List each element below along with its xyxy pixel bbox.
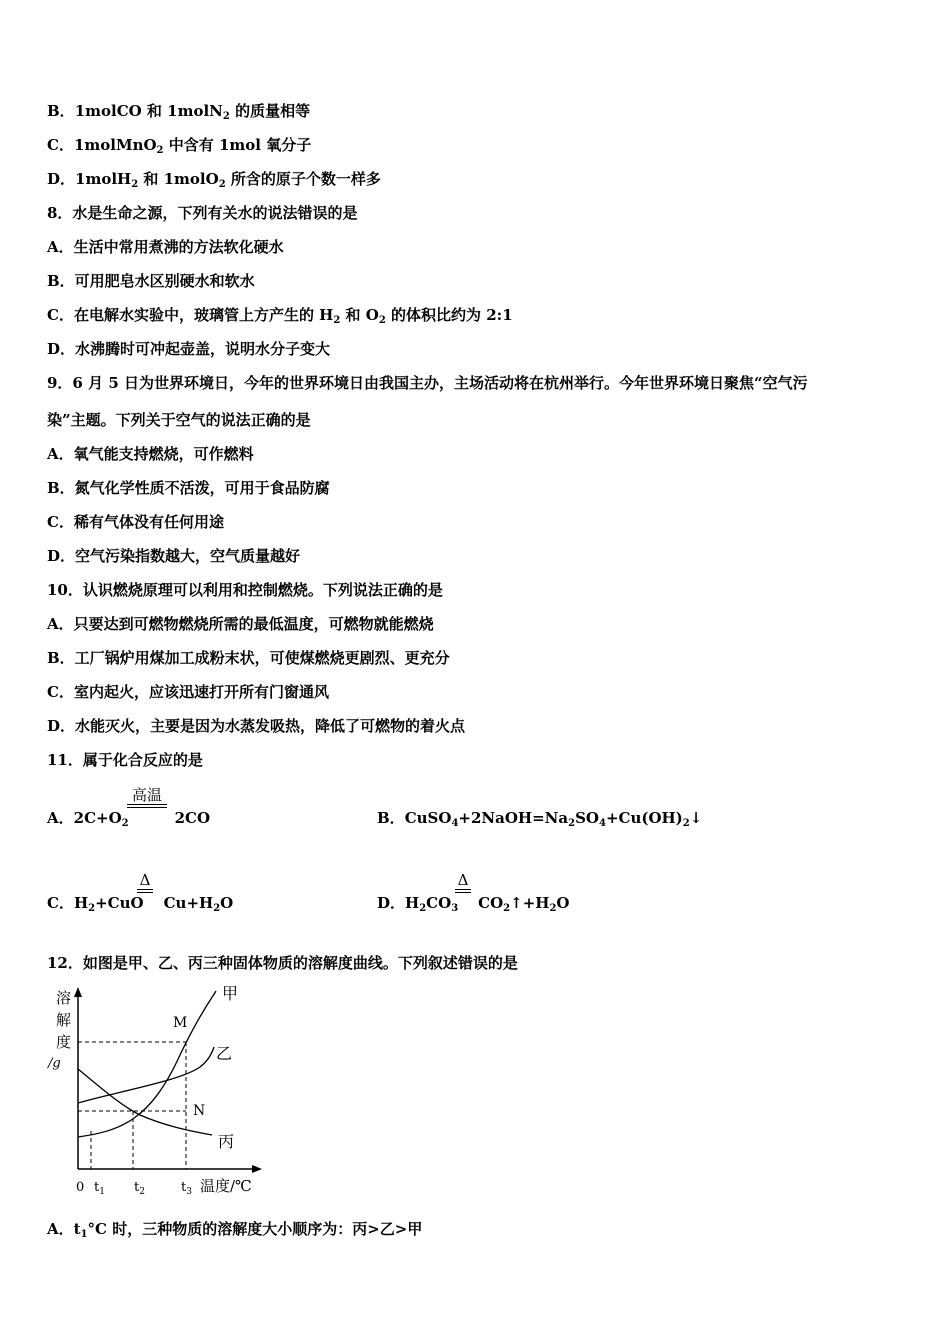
q11-stem: 11．属于化合反应的是 (47, 751, 203, 769)
curve-bing (78, 1069, 212, 1135)
q10-option-b: B．工厂锅炉用煤加工成粉末状，可使煤燃烧更剧烈、更充分 (47, 649, 450, 667)
q9-option-b: B．氮气化学性质不活泼，可用于食品防腐 (47, 479, 330, 497)
q10-stem: 10．认识燃烧原理可以利用和控制燃烧。下列说法正确的是 (47, 581, 443, 599)
guide-lines (78, 1042, 186, 1169)
y-label-2: 解 (56, 1011, 72, 1029)
point-n: N (193, 1103, 206, 1119)
q8-stem: 8．水是生命之源，下列有关水的说法错误的是 (47, 204, 358, 222)
q9-stem-line1: 9．6 月 5 日为世界环境日，今年的世界环境日由我国主办，主场活动将在杭州举行。今年世界环境日聚焦“空气污 (47, 374, 808, 392)
q12-option-a: A．$t_1^\circ C$ 时，三种物质的溶解度大小顺序为：丙>乙>甲 (47, 1220, 423, 1240)
q9-option-c: C．稀有气体没有任何用途 (47, 513, 224, 531)
q11-option-a: A．$2C+O_2$ 2CO (47, 809, 211, 829)
q8-option-a: A．生活中常用煮沸的方法软化硬水 (47, 238, 284, 256)
q7-option-c: C．1molMnO$_2$ 中含有 1mol 氧分子 (47, 136, 312, 156)
y-axis-arrow (74, 987, 82, 997)
q10-option-d: D．水能灭火，主要是因为水蒸发吸热，降低了可燃物的着火点 (47, 717, 466, 735)
q11-a-condition: 高温 (127, 786, 167, 808)
q11-c-condition: Δ (137, 871, 153, 893)
x-label: 温度/℃ (200, 1177, 252, 1195)
tick-t3: $t_3$ (181, 1180, 192, 1197)
x-origin: 0 (76, 1180, 85, 1195)
q10-option-a: A．只要达到可燃物燃烧所需的最低温度，可燃物就能燃烧 (47, 615, 434, 633)
q10-option-c: C．室内起火，应该迅速打开所有门窗通风 (47, 683, 329, 701)
q11-option-c: C．$H_2+CuO$ $Cu+H_2O$ (47, 894, 234, 914)
q9-option-d: D．空气污染指数越大，空气质量越好 (47, 547, 301, 565)
q8-option-d: D．水沸腾时可冲起壶盖，说明水分子变大 (47, 340, 331, 358)
q7-option-d: D．1molH$_2$ 和 1molO$_2$ 所含的原子个数一样多 (47, 170, 381, 190)
tick-t1: $t_1$ (94, 1180, 105, 1197)
q9-stem-line2: 染”主题。下列关于空气的说法正确的是 (47, 411, 311, 429)
x-axis-arrow (252, 1165, 262, 1173)
label-yi: 乙 (216, 1044, 233, 1063)
y-label-3: 度 (56, 1033, 72, 1051)
y-label-1: 溶 (56, 989, 72, 1007)
curve-yi (78, 1047, 214, 1103)
q8-option-b: B．可用肥皂水区别硬水和软水 (47, 272, 255, 290)
solubility-graph (40, 983, 280, 1201)
label-bing: 丙 (218, 1132, 235, 1151)
q8-option-c: C．在电解水实验中，玻璃管上方产生的 $H_2$ 和 $O_2$ 的体积比约为 2:1 (47, 306, 513, 326)
q11-option-d: D．$H_2CO_3$ $CO_2↑+H_2O$ (377, 894, 570, 914)
q11-d-condition: Δ (455, 871, 471, 893)
y-label-unit: /g (48, 1056, 61, 1071)
q11-option-b: B．$CuSO_4+2NaOH=Na_2SO_4+Cu(OH)_2↓$ (377, 809, 703, 829)
q7-option-b: B．1molCO 和 1molN$_2$ 的质量相等 (47, 102, 311, 122)
q9-option-a: A．氧气能支持燃烧，可作燃料 (47, 445, 254, 463)
q12-stem: 12．如图是甲、乙、丙三种固体物质的溶解度曲线。下列叙述错误的是 (47, 954, 518, 972)
point-m: M (173, 1015, 188, 1031)
label-jia: 甲 (222, 984, 239, 1003)
tick-t2: $t_2$ (134, 1180, 145, 1197)
